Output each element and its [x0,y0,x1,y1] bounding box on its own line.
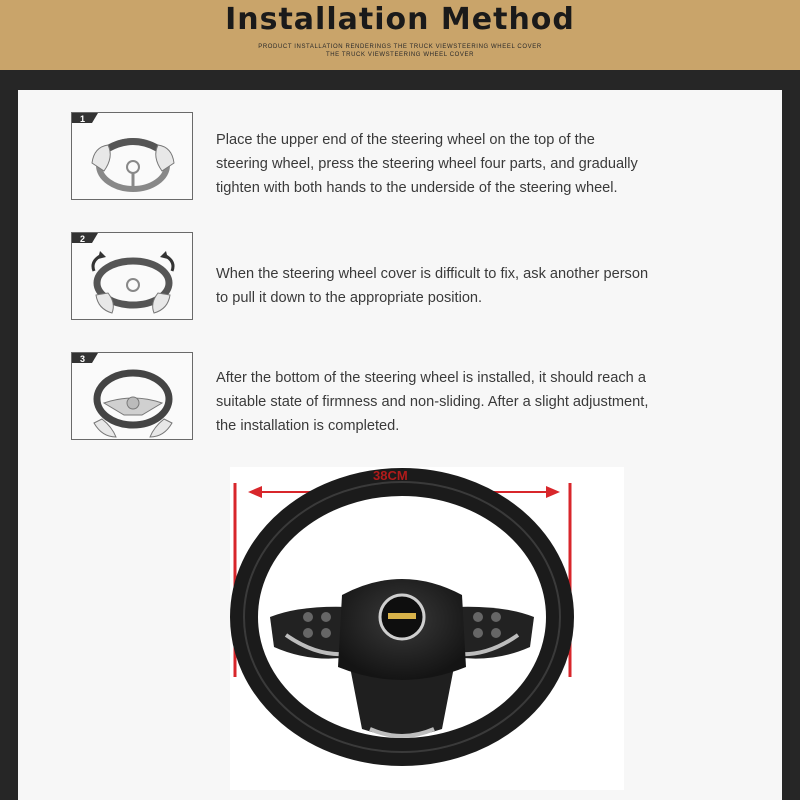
header-subtitle-line2: THE TRUCK VIEWSTEERING WHEEL COVER [325,52,475,58]
steering-wheel-pull-icon [72,233,194,321]
step-1-line-1: Place the upper end of the steering wheel on the top of the [216,132,595,148]
step-1-line-2: steering wheel, press the steering wheel four parts, and gradually [216,156,638,172]
step-2-illustration [71,232,193,320]
step-3-text [216,366,776,438]
step-3-line-3: the installation is completed. [216,418,400,434]
step-3-number: 3 [80,354,86,364]
step-1-line-3: tighten with both hands to the underside of the steering wheel. [216,180,618,196]
step-3-illustration [71,352,193,440]
steering-wheel-photo [230,467,624,790]
step-2-text [216,262,776,310]
header-subtitle-line1: PRODUCT INSTALLATION RENDERINGS THE TRUCK VIEWSTEERING WHEEL COVER [258,44,542,50]
step-2-line-2: to pull it down to the appropriate position. [216,290,483,306]
step-1-number: 1 [80,114,86,124]
dimension-label: 38CM [373,468,408,483]
page-title: Installation Method [225,2,575,37]
step-2-number: 2 [80,234,86,244]
steering-wheel-installed-icon [72,353,194,441]
steering-wheel-hands-icon [72,113,194,201]
header-banner [0,0,800,70]
step-1-illustration [71,112,193,200]
instructions-panel [18,90,782,800]
steering-wheel-icon [230,467,624,790]
step-3-line-1: After the bottom of the steering wheel is installed, it should reach a [216,370,646,386]
step-2-line-1: When the steering wheel cover is difficult to fix, ask another person [216,266,649,282]
step-3-line-2: suitable state of firmness and non-sliding. After a slight adjustment, [216,394,649,410]
step-1-text [216,128,776,200]
